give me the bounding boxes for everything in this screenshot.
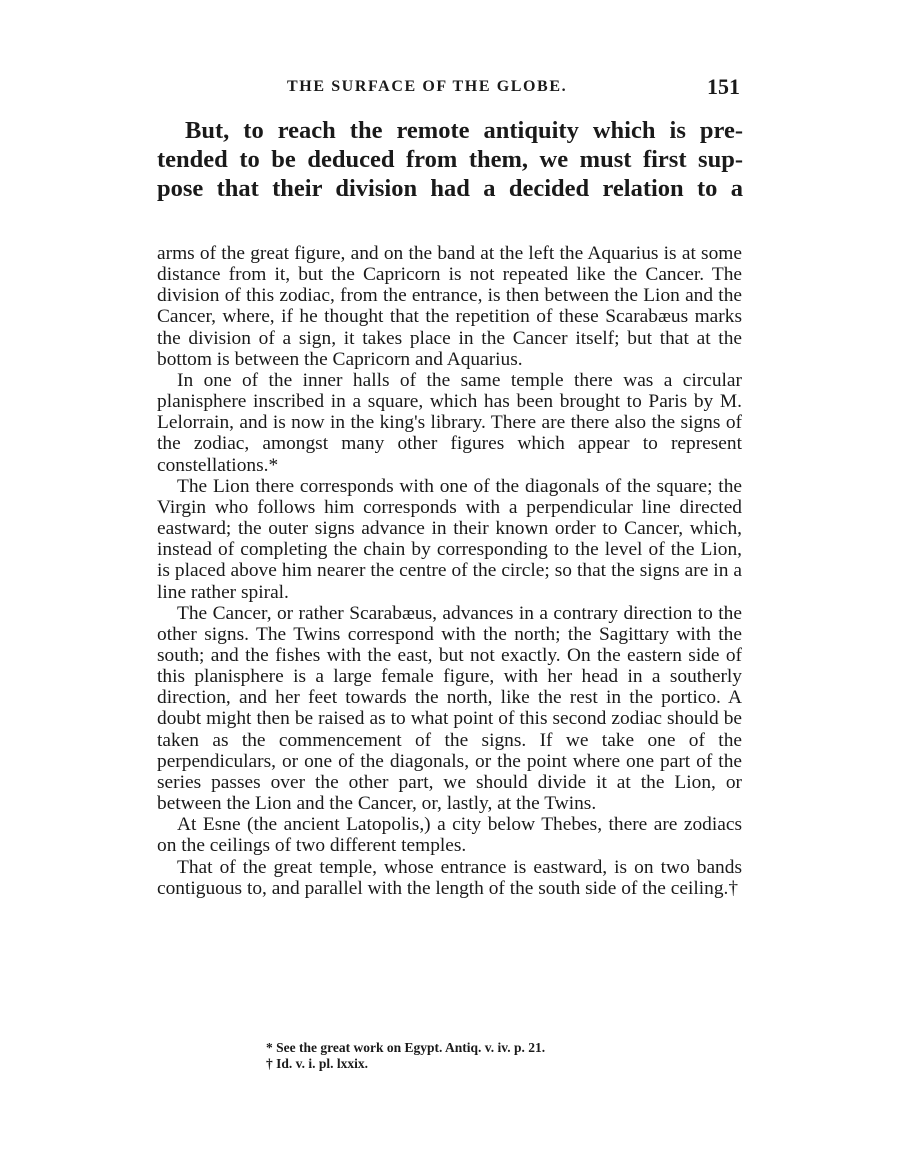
lead-paragraph xyxy=(157,116,743,203)
lead-line: tended to be deduced from them, we must first sup- xyxy=(157,146,743,173)
running-head xyxy=(157,74,742,104)
page-number: 151 xyxy=(707,74,740,99)
lead-line: But, to reach the remote antiquity which is pre- xyxy=(185,117,743,144)
lead-line: pose that their division had a decided relation to a xyxy=(157,175,743,202)
footnote: † Id. v. i. pl. lxxix. xyxy=(266,1056,369,1071)
footnotes xyxy=(266,1040,686,1072)
paragraph: The Lion there corresponds with one of the diagonals of the square; the Virgin who follows him corresponds with a perpendicular line directed eastward; the outer signs advance in their known order to Cancer, which, instead of completing the chain by corresponding to the level of the Lion, is placed above him nearer the centre of the circle; so that the signs are in a line rather spiral. xyxy=(157,475,742,603)
paragraph: In one of the inner halls of the same temple there was a circular planisphere inscribed in a square, which has been brought to Paris by M. Lelorrain, and is now in the king's library. There are there also the signs of the zodiac, amongst many other figures which appear to represent constellations.* xyxy=(157,369,742,476)
paragraph: That of the great temple, whose entrance is eastward, is on two bands contiguous to, and parallel with the length of the south side of the ceiling.† xyxy=(157,856,742,899)
body-text xyxy=(157,243,742,899)
running-title: THE SURFACE OF THE GLOBE. xyxy=(287,78,568,95)
paragraph: arms of the great figure, and on the band at the left the Aquarius is at some distance from it, but the Capricorn is not repeated like the Cancer. The division of this zodiac, from the entrance, is then between the Lion and the Cancer, where, if he thought that the repetition of these Scarabæus marks the division of a sign, it takes place in the Cancer itself; but that at the bottom is between the Capricorn and Aquarius. xyxy=(157,243,742,370)
paragraph: At Esne (the ancient Latopolis,) a city below Thebes, there are zodiacs on the ceilings of two different temples. xyxy=(157,814,742,857)
paragraph: The Cancer, or rather Scarabæus, advances in a contrary direction to the other signs. The Twins correspond with the north; the Sagittary with the south; and the fishes with the east, but not exactly. On the eastern side of this planisphere is a large female figure, with her head in a southerly direction, and her feet towards the north, like the rest in the portico. A doubt might then be raised as to what point of this second zodiac should be taken as the commencement of the signs. If we take one of the perpendiculars, or one of the diagonals, or the point where one part of the series passes over the other part, we should divide it at the Lion, or between the Lion and the Cancer, or, lastly, at the Twins. xyxy=(157,602,742,815)
footnote: * See the great work on Egypt. Antiq. v. iv. p. 21. xyxy=(266,1040,546,1055)
